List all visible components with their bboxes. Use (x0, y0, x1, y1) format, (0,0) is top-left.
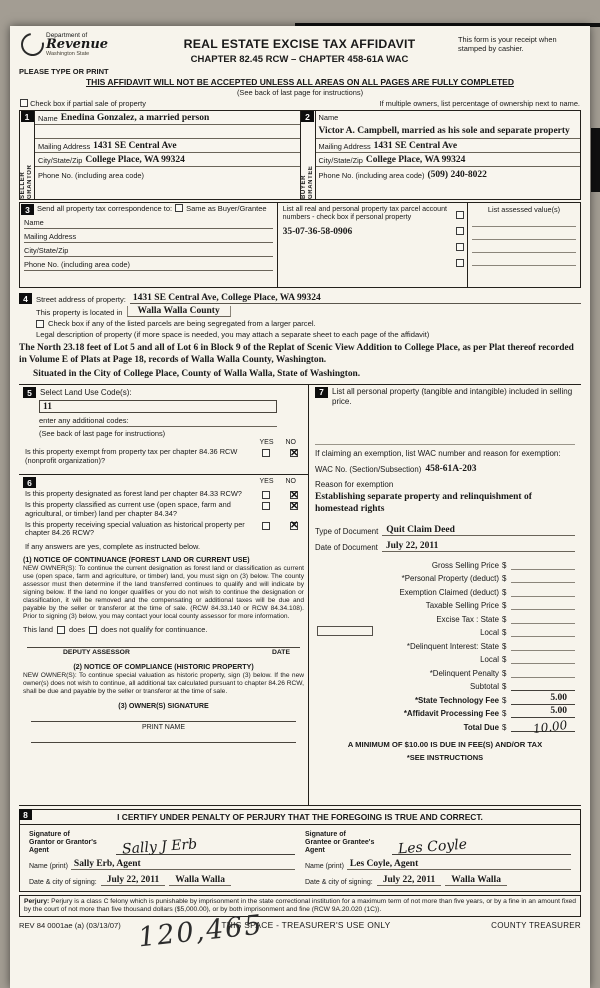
street-address-value[interactable]: 1431 SE Central Ave, College Place, WA 99324 (130, 293, 581, 304)
doc-type-label: Type of Document (315, 527, 379, 537)
money-row-personal-property: *Personal Property (deduct) $ (315, 570, 575, 584)
partial-sale-row (20, 99, 580, 108)
correspondence-column (20, 203, 278, 287)
doc-date-label: Date of Document (315, 543, 378, 553)
assessor-date-label: DATE (272, 649, 290, 657)
seller-side-label1: SELLER (20, 171, 26, 199)
see-instructions-note: *SEE INSTRUCTIONS (406, 752, 484, 762)
segregated-label: Check box if any of the listed parcels are being segregated from a larger parcel. (48, 319, 316, 328)
perjury-notice (19, 895, 581, 917)
money-row-taxable: Taxable Selling Price $ (315, 597, 575, 611)
header-center (147, 31, 452, 65)
buyer-side-label1: BUYER (300, 174, 307, 199)
assessed-value-field-2[interactable] (472, 227, 576, 240)
property-located-label: This property is located in (36, 308, 123, 317)
form-title: REAL ESTATE EXCISE TAX AFFIDAVIT (183, 37, 416, 51)
section5-yes-no-header: YES NO (259, 439, 296, 446)
correspondence-name-field[interactable]: Name (24, 215, 273, 229)
correspondence-mailing-field[interactable]: Mailing Address (24, 229, 273, 243)
grantor-name-print-label: Name (print) (29, 863, 68, 870)
historic-question-row (23, 521, 304, 539)
grantee-name-print-label: Name (print) (305, 863, 344, 870)
money-row-gross: Gross Selling Price $ (315, 556, 575, 570)
assessed-values-header: List assessed value(s) (487, 205, 561, 214)
section6-badge: 6 (23, 477, 36, 488)
assessed-value-field-1[interactable] (472, 214, 576, 227)
doc-type-value[interactable]: Quit Claim Deed (382, 525, 575, 536)
money-row-excise-state: Excise Tax : State $ (315, 610, 575, 624)
money-row-total-due: Total Due $ 10.00 (315, 718, 575, 732)
money-row-delinquent-interest-state: *Delinquent Interest: State $ (315, 637, 575, 651)
reason-value[interactable]: Establishing separate property and relinquishment of homestead rights (315, 492, 532, 515)
section6-classification (19, 475, 308, 805)
partial-sale-option (20, 99, 146, 108)
assessed-value-field-4[interactable] (472, 253, 576, 266)
delinquent-interest-local-field[interactable] (511, 652, 575, 664)
scan-artifact-right (591, 128, 600, 192)
buyer-csz-field[interactable]: City/State/Zip College Place, WA 99324 (316, 153, 581, 167)
buyer-phone-field[interactable]: Phone No. (including area code) (509) 240-8022 (318, 170, 487, 180)
parcel-personal-checkbox-4[interactable] (456, 259, 464, 267)
seller-mailing-value: 1431 SE Central Ave (93, 141, 177, 151)
money-row-exemption-claimed: Exemption Claimed (deduct) $ (315, 583, 575, 597)
seller-strip (20, 111, 35, 199)
partial-sale-checkbox[interactable] (20, 99, 28, 107)
exempt-question-row (23, 448, 304, 466)
land-does-not-checkbox[interactable] (89, 626, 97, 634)
owner-signature-line[interactable] (31, 721, 296, 722)
total-due-handwritten: 10.00 (531, 717, 568, 736)
local-code-box[interactable] (317, 626, 373, 636)
money-row-delinquent-interest-local: Local $ (315, 651, 575, 665)
perjury-text: Perjury is a class C felony which is punishable by imprisonment in the state correctional institution for a maximum term of not more than five years, or by a fine in an amount fixed by the court of not more than five thousand dollars ($5,000.00), or by both imprisonment and fine (RCW 9A.20.020 (1C)). (24, 898, 576, 913)
state-technology-fee-field[interactable]: 5.00 (511, 693, 575, 705)
exemption-claimed-field[interactable] (511, 585, 575, 597)
parcel-number-value[interactable]: 35-07-36-58-0906 (282, 226, 353, 237)
additional-codes-field[interactable]: enter any additional codes: (39, 416, 277, 427)
forest-land-question: Is this property designated as forest land per chapter 84.33 RCW? (25, 489, 242, 498)
logo-revenue-text: Revenue (46, 37, 109, 52)
notice1-text: NEW OWNER(S): To continue the current designation as forest land or classification as current use (open space, farm and agriculture, or timber) land, you must sign on (3) below. The county assessor must then determine if the land transferred continues to qualify and will indicate by signing below. If the land no longer qualifies or you do not wish to continue the designation or classification, it will be removed and the compensating or additional taxes will be due and payable by the seller or transferor at the time of sale. (RCW 84.33.140 or RCW 84.34.108). Prior to signing (3) below, you may contact your local county assessor for more information. (23, 565, 304, 621)
section1-badge: 1 (21, 111, 34, 122)
grantee-date-city-label: Date & city of signing: (305, 879, 373, 886)
seller-name2-field[interactable] (35, 125, 300, 139)
section3-badge: 3 (21, 204, 34, 215)
parcel-header: List all real and personal property tax parcel account numbers - check box if personal property (282, 205, 448, 222)
money-row-delinquent-penalty: *Delinquent Penalty $ (315, 664, 575, 678)
rev-code: REV 84 0001ae (a) (03/13/07) (19, 920, 121, 930)
section5-land-use (19, 385, 308, 475)
land-use-code-field[interactable]: 11 (39, 400, 277, 413)
seller-section (19, 110, 301, 200)
current-use-question-row (23, 501, 304, 519)
grantee-signature-field[interactable] (392, 836, 571, 858)
section2-badge: 2 (301, 111, 314, 122)
current-use-yes-checkbox[interactable] (262, 502, 270, 510)
parties-row (19, 110, 581, 200)
parcel-personal-checkbox-3[interactable] (456, 243, 464, 251)
owner-print-name-line[interactable] (31, 742, 296, 743)
wac-number-value[interactable]: 458-61A-203 (425, 464, 477, 475)
grantor-name-print-value[interactable]: Sally Erb, Agent (71, 859, 295, 870)
deputy-assessor-label: DEPUTY ASSESSOR (63, 649, 130, 657)
personal-property-checkbox-stack (456, 211, 464, 267)
buyer-phone-value: (509) 240-8022 (427, 170, 487, 180)
situated-statement: Situated in the City of College Place, County of Walla Walla, State of Washington. (33, 369, 361, 379)
doc-date-value[interactable]: July 22, 2011 (382, 541, 575, 552)
historic-yes-checkbox[interactable] (262, 522, 270, 530)
buyer-mailing-value: 1431 SE Central Ave (373, 141, 458, 151)
current-use-question: Is this property classified as current use (open space, farm and agricultural, or timber) land per chapter 84.34? (25, 500, 231, 518)
header-left (19, 31, 147, 76)
assessed-value-field-3[interactable] (472, 240, 576, 253)
street-address-label: Street address of property: (36, 295, 126, 304)
money-row-affidavit-processing-fee: *Affidavit Processing Fee $ 5.00 (315, 705, 575, 719)
section8-badge: 8 (19, 809, 32, 820)
send-correspondence-label: Send all property tax correspondence to: (37, 204, 173, 213)
form-chapter: CHAPTER 82.45 RCW – CHAPTER 458-61A WAC (190, 54, 409, 65)
logo-state-text: Washington State (46, 51, 90, 57)
owners-signature-title: (3) OWNER(S) SIGNATURE (118, 702, 209, 711)
grantee-signature-script: Les Coyle (397, 836, 468, 858)
section8-certification (19, 809, 581, 892)
money-row-local: Local $ (315, 624, 575, 638)
grantor-agent-label: Grantor or Grantor's Agent (29, 839, 97, 854)
section5-badge: 5 (23, 387, 36, 398)
buyer-section (300, 110, 582, 200)
exemption-divider (315, 444, 575, 445)
logo-swoosh-icon (16, 28, 48, 60)
reason-label: Reason for exemption (315, 480, 394, 490)
grantee-date-value[interactable]: July 22, 2011 (377, 875, 442, 886)
affidavit-form (10, 26, 590, 988)
continuance-row: This land does does not qualify for continuance. (23, 625, 208, 635)
property-county-value[interactable]: Walla Walla County (127, 306, 231, 317)
grantor-city-value[interactable]: Walla Walla (169, 875, 231, 886)
legal-description-value[interactable]: The North 23.18 feet of Lot 5 and all of Lot 6 in Block 9 of the Replat of Scenic View Addition to College Place, as per Plat thereof recorded in Volume E of Plats at Page 18, records of Walla Walla County, Washington. (19, 343, 574, 365)
perjury-label: Perjury: (24, 898, 50, 905)
seller-phone-field[interactable]: Phone No. (including area code) (38, 171, 144, 180)
buyer-csz-value: College Place, WA 99324 (365, 155, 466, 165)
land-use-label: Select Land Use Code(s): (40, 388, 132, 397)
receipt-note: This form is your receipt when stamped by cashier. (458, 35, 557, 53)
see-back-note: (See back of last page for instructions) (236, 88, 364, 97)
seller-name-value: Enedina Gonzalez, a married person (60, 113, 210, 123)
exempt-question: Is this property exempt from property tax per chapter 84.36 RCW (nonprofit organization)? (25, 447, 238, 465)
historic-no-checkbox[interactable] (290, 522, 298, 530)
parcel-numbers-column (278, 203, 468, 287)
logo-dept-text: Department of (46, 32, 88, 39)
grantee-agent-label: Grantee or Grantee's Agent (305, 839, 375, 854)
certification-statement: 8 I CERTIFY UNDER PENALTY OF PERJURY THAT THE FOREGOING IS TRUE AND CORRECT. (20, 810, 580, 825)
exemption-intro: If claiming an exemption, list WAC number and reason for exemption: (315, 449, 561, 459)
correspondence-csz-field[interactable]: City/State/Zip (24, 243, 273, 257)
grantee-signature-block: Signature of Grantee or Grantee's Agent Les Coyle Name (print) Les Coyle, Agent Date & city of signing: July 22, 2011 Walla Walla (300, 827, 576, 887)
section7-badge: 7 (315, 387, 328, 398)
notice2-text: NEW OWNER(S): To continue special valuation as historic property, sign (3) below. If the new owner(s) does not wish to continue, all additional tax calculated pursuant to chapter 84.26 RCW, shall be due and payable by the seller or transferor at the time of sale. (23, 672, 304, 696)
seller-mailing-field[interactable]: Mailing Address 1431 SE Central Ave (35, 139, 300, 153)
if-yes-instruction: If any answers are yes, complete as instructed below. (25, 542, 200, 552)
section7-tax-computation (309, 385, 581, 805)
forest-no-checkbox[interactable] (290, 491, 298, 499)
exempt-yes-checkbox[interactable] (262, 449, 270, 457)
section4-badge: 4 (19, 293, 32, 304)
seller-side-label2: GRANTOR (27, 164, 33, 199)
taxable-selling-price-field[interactable] (511, 598, 575, 610)
delinquent-penalty-field[interactable] (511, 666, 575, 678)
historic-question: Is this property receiving special valuation as historical property per chapter 84.26 RCW? (25, 519, 245, 538)
grantor-date-value[interactable]: July 22, 2011 (101, 875, 166, 886)
assessed-values-column (468, 203, 580, 287)
buyer-name-value: Victor A. Campbell, married as his sole and separate property (318, 126, 570, 136)
gross-selling-price-field[interactable] (511, 558, 575, 570)
section5-see-back: (See back of last page for instructions) (39, 429, 166, 438)
left-column (19, 385, 309, 805)
grantor-date-city-label: Date & city of signing: (29, 879, 97, 886)
legal-description-label: Legal description of property (if more space is needed, you may attach a separate sheet to each page of the affidavit) (36, 330, 430, 339)
mid-columns (19, 384, 581, 806)
type-or-print-label: PLEASE TYPE OR PRINT (19, 67, 109, 76)
seller-name-field[interactable]: Name Enedina Gonzalez, a married person (35, 111, 300, 125)
excise-tax-local-field[interactable] (511, 625, 575, 637)
correspondence-phone-field[interactable]: Phone No. (including area code) (24, 257, 273, 271)
buyer-name-field[interactable]: Name Victor A. Campbell, married as his sole and separate property (316, 111, 581, 139)
personal-property-label: List all personal property (tangible and intangible) included in selling price. (332, 387, 573, 406)
current-use-no-checkbox[interactable] (290, 502, 298, 510)
exempt-no-checkbox[interactable] (290, 449, 298, 457)
partial-sale-label: Check box if partial sale of property (30, 99, 146, 108)
money-row-state-technology-fee: *State Technology Fee $ 5.00 (315, 691, 575, 705)
forest-land-question-row (23, 490, 304, 499)
treasurer-space-label: THIS SPACE - TREASURER'S USE ONLY (221, 920, 391, 930)
form-footer (19, 920, 581, 930)
grantor-signature-script: Sally J Erb (121, 836, 198, 858)
buyer-strip (301, 111, 316, 199)
county-treasurer-label: COUNTY TREASURER (491, 920, 581, 930)
parcel-personal-checkbox-1[interactable] (456, 211, 464, 219)
subtotal-field[interactable] (511, 679, 575, 691)
form-header (19, 31, 581, 76)
completion-warning: THIS AFFIDAVIT WILL NOT BE ACCEPTED UNLESS ALL AREAS ON ALL PAGES ARE FULLY COMPLETED (85, 77, 514, 87)
minimum-fee-note: A MINIMUM OF $10.00 IS DUE IN FEE(S) AND/OR TAX (347, 739, 543, 749)
section3-tax-correspondence (19, 202, 581, 288)
forest-yes-checkbox[interactable] (262, 491, 270, 499)
print-name-label: PRINT NAME (141, 724, 186, 732)
buyer-side-label2: GRANTEE (307, 165, 314, 199)
dor-logo (19, 31, 147, 61)
seller-csz-value: College Place, WA 99324 (85, 155, 185, 165)
delinquent-interest-state-field[interactable] (511, 639, 575, 651)
affidavit-processing-fee-field[interactable]: 5.00 (511, 706, 575, 718)
land-does-checkbox[interactable] (57, 626, 65, 634)
grantor-signature-block: Signature of Grantor or Grantor's Agent Sally J Erb Name (print) Sally Erb, Agent Date & city of signing: July 22, 2011 Walla Walla (24, 827, 300, 887)
handwritten-receipt-number: 120,465 (136, 909, 265, 954)
section6-yes-no-header: YES NO (259, 478, 296, 485)
multiple-owners-note: If multiple owners, list percentage of ownership next to name. (379, 99, 580, 108)
grantor-signature-field[interactable] (116, 836, 295, 858)
money-table (315, 556, 575, 736)
same-as-buyer-checkbox[interactable] (175, 204, 183, 212)
notice2-title: (2) NOTICE OF COMPLIANCE (HISTORIC PROPERTY) (73, 663, 254, 672)
grantee-city-value[interactable]: Walla Walla (445, 875, 507, 886)
parcel-personal-checkbox-2[interactable] (456, 227, 464, 235)
excise-tax-state-field[interactable] (511, 612, 575, 624)
money-row-subtotal: Subtotal $ (315, 678, 575, 692)
segregated-checkbox[interactable] (36, 320, 44, 328)
grantee-name-print-value[interactable]: Les Coyle, Agent (347, 859, 571, 870)
section4-property-description (19, 288, 581, 380)
personal-property-deduct-field[interactable] (511, 571, 575, 583)
notice1-title: (1) NOTICE OF CONTINUANCE (FOREST LAND OR CURRENT USE) (23, 556, 250, 565)
wac-label: WAC No. (Section/Subsection) (315, 465, 422, 475)
seller-csz-field[interactable]: City/State/Zip College Place, WA 99324 (35, 153, 300, 167)
same-as-buyer-label: Same as Buyer/Grantee (186, 204, 267, 213)
buyer-mailing-field[interactable]: Mailing Address 1431 SE Central Ave (316, 139, 581, 153)
